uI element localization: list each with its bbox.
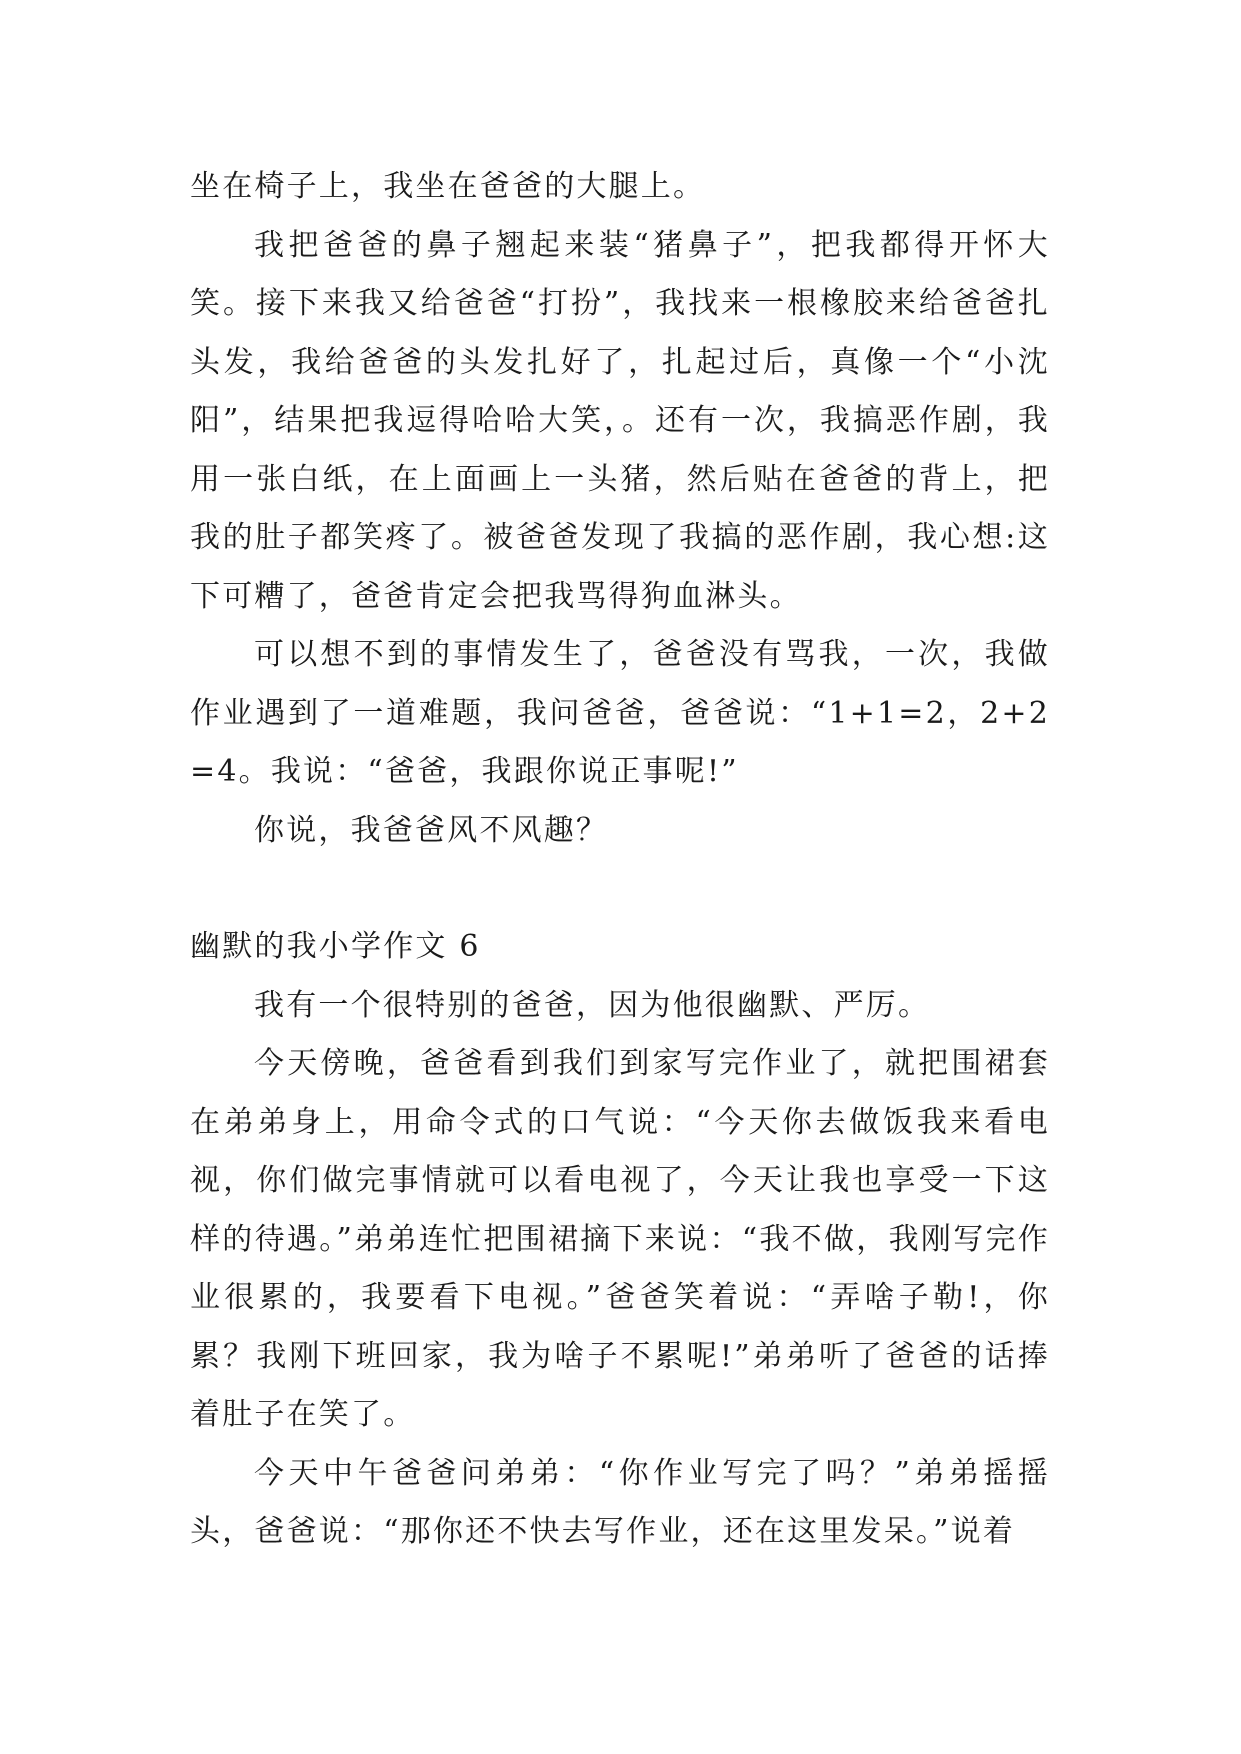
paragraph-3: 可以想不到的事情发生了，爸爸没有骂我，一次，我做作业遇到了一道难题，我问爸爸，爸爸说：“1+1=2，2+2=4。我说：“爸爸，我跟你说正事呢!”: [190, 637, 1050, 789]
paragraph-1: 坐在椅子上，我坐在爸爸的大腿上。: [190, 169, 706, 204]
paragraph-4: 你说，我爸爸风不风趣？: [254, 812, 609, 848]
paragraph-5: 我有一个很特别的爸爸，因为他很幽默、严厉。: [254, 987, 931, 1023]
section-heading: 幽默的我小学作文 6: [190, 929, 481, 964]
paragraph-6: 今天傍晚，爸爸看到我们到家写完作业了，就把围裙套在弟弟身上，用命令式的口气说：“今天你去做饭我来看电视，你们做完事情就可以看电视了，今天让我也享受一下这样的待遇。”弟弟连忙把围裙摘下来说：“我不做，我刚写完作业很累的，我要看下电视。”爸爸笑着说：“弄啥子勒!，你累？我刚下班回家，我为啥子不累呢!”弟弟听了爸爸的话捧着肚子在笑了。: [190, 1046, 1050, 1432]
paragraph-2: 我把爸爸的鼻子翘起来装“猪鼻子”，把我都得开怀大笑。接下来我又给爸爸“打扮”，我找来一根橡胶来给爸爸扎头发，我给爸爸的头发扎好了，扎起过后，真像一个“小沈阳”，结果把我逗得哈哈大笑，。还有一次，我搞恶作剧，我用一张白纸，在上面画上一头猪，然后贴在爸爸的背上，把我的肚子都笑疼了。被爸爸发现了我搞的恶作剧，我心想:这下可糟了，爸爸肯定会把我骂得狗血淋头。: [190, 227, 1050, 614]
paragraph-7: 今天中午爸爸问弟弟：“你作业写完了吗？”弟弟摇摇头，爸爸说：“那你还不快去写作业，还在这里发呆。”说着: [190, 1455, 1050, 1549]
section-spacer: [190, 860, 1050, 918]
document-body: [190, 158, 1050, 1562]
